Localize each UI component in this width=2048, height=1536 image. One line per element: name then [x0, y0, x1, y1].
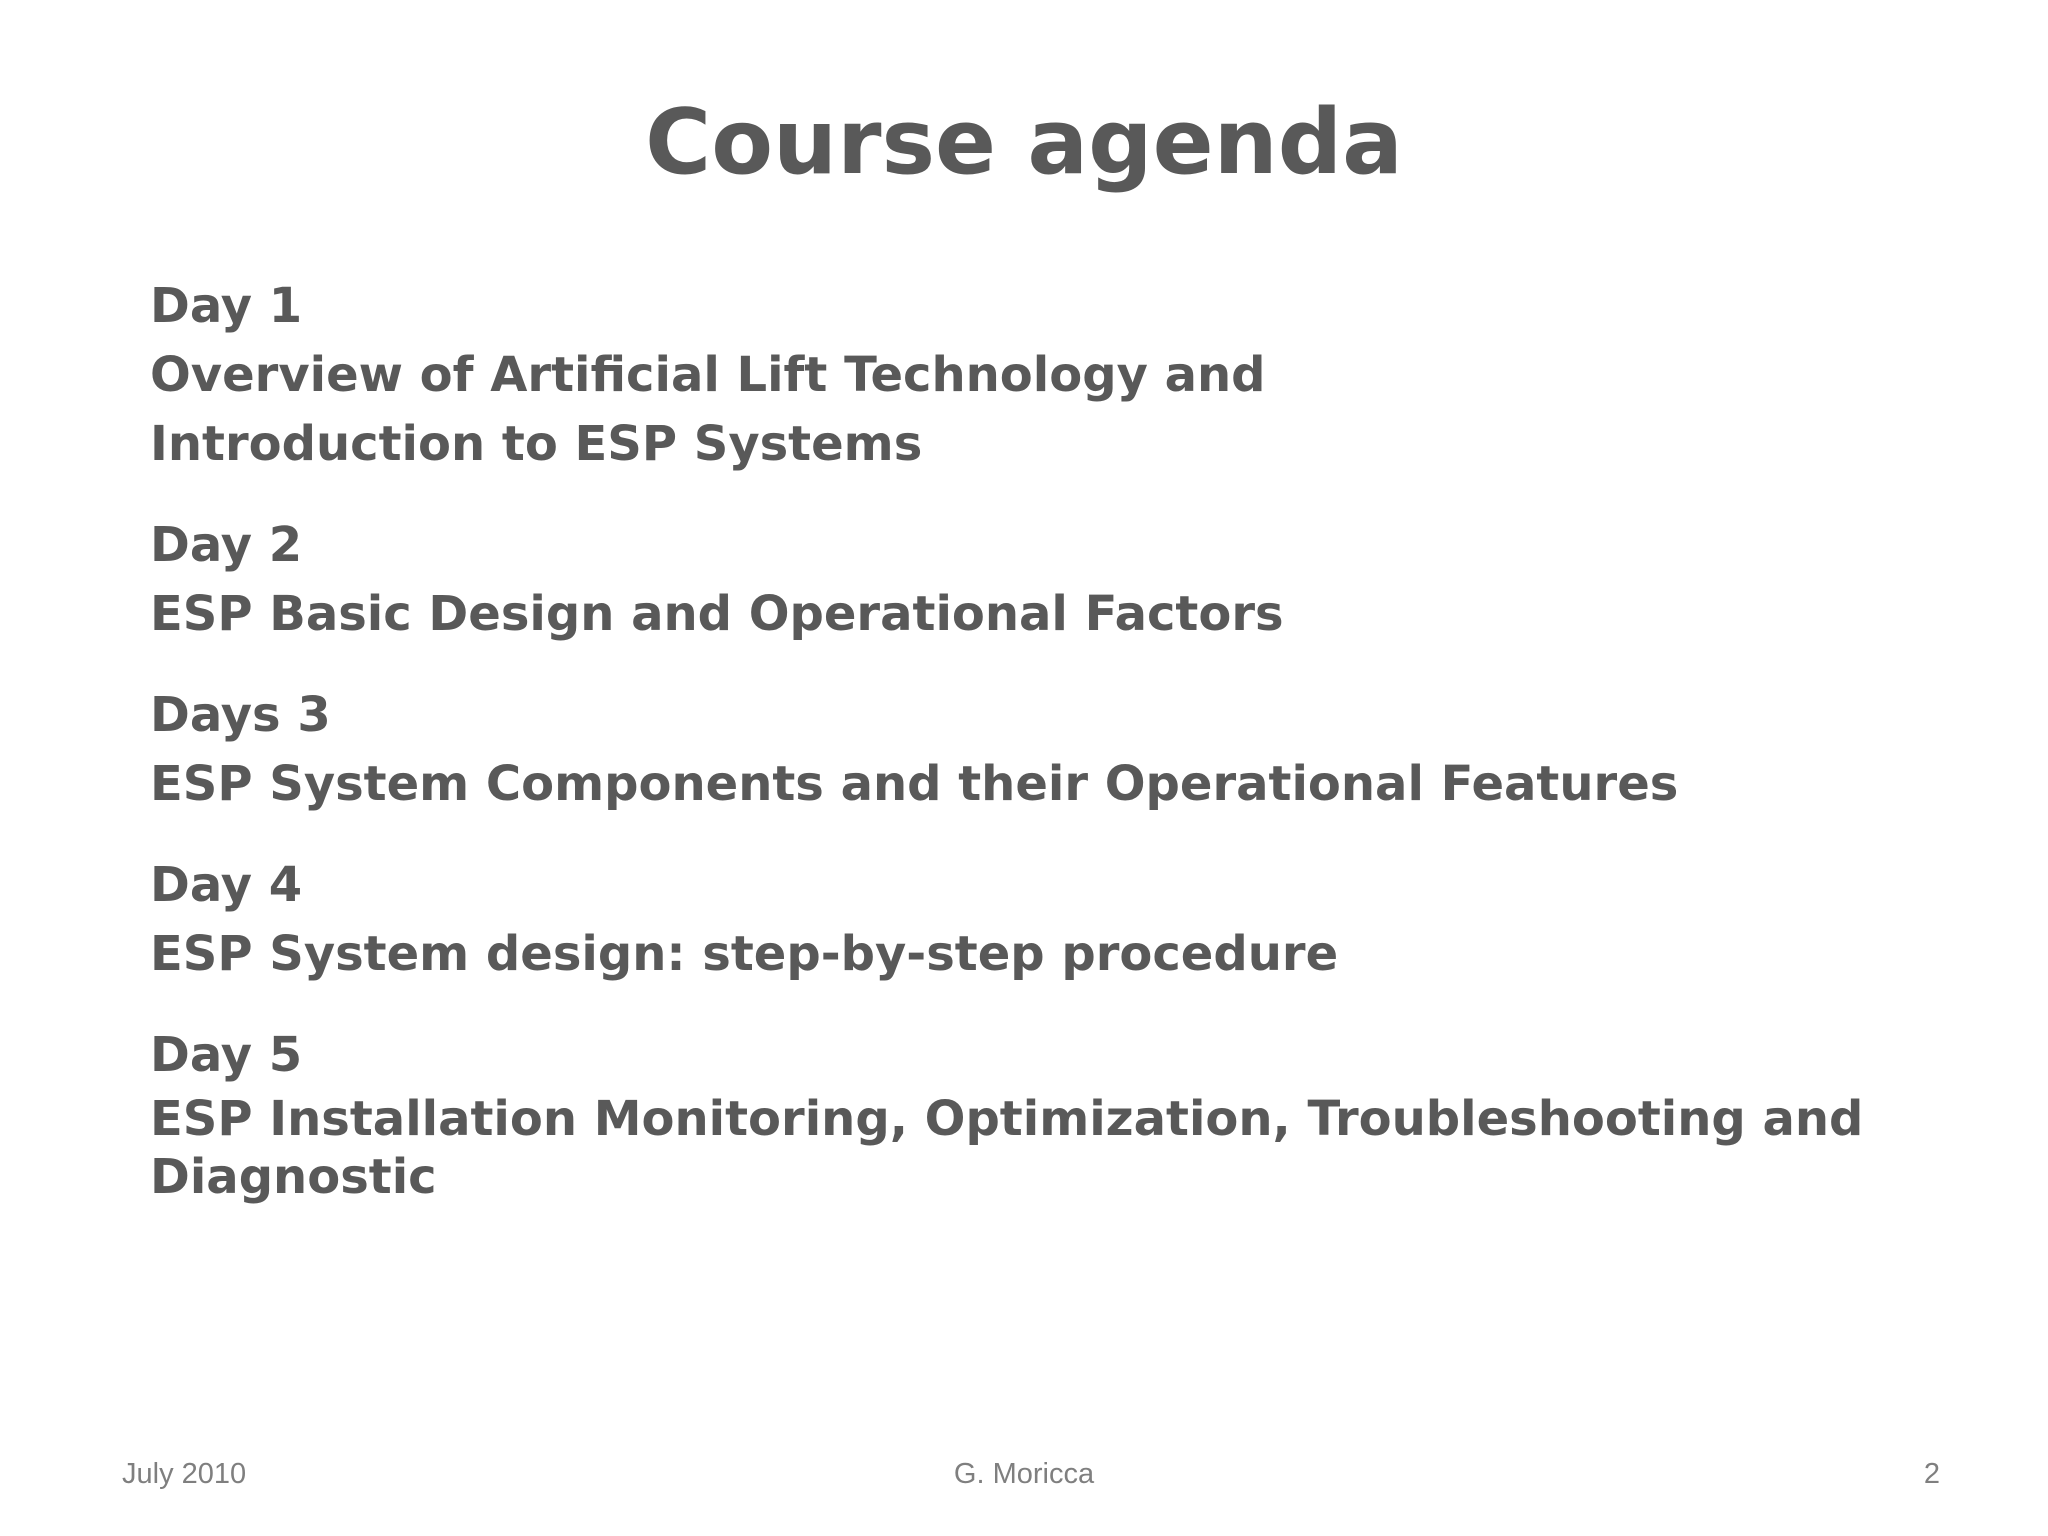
day-label: Day 4: [150, 857, 303, 913]
day-topic-line: ESP System Components and their Operational Features: [150, 756, 1679, 812]
day-label: Day 2: [150, 517, 303, 573]
footer-page-number: 2: [1923, 1458, 1940, 1490]
day-label: Days 3: [150, 687, 331, 743]
agenda-item-day-3: [150, 681, 1950, 819]
day-topic-line: ESP System design: step-by-step procedure: [150, 926, 1339, 982]
day-topic-line: Overview of Artificial Lift Technology and: [150, 347, 1266, 403]
slide-title: Course agenda: [645, 90, 1403, 195]
day-topic-line: ESP Basic Design and Operational Factors: [150, 586, 1284, 642]
agenda-list: [150, 272, 1950, 1238]
day-topic-line: Introduction to ESP Systems: [150, 416, 923, 472]
day-label: Day 5: [150, 1027, 303, 1083]
agenda-item-day-2: [150, 511, 1950, 649]
agenda-item-day-5: [150, 1021, 1950, 1206]
agenda-item-day-1: [150, 272, 1950, 479]
footer-author: G. Moricca: [953, 1458, 1095, 1490]
day-topic-line: ESP Installation Monitoring, Optimization, Troubleshooting and Diagnostic: [150, 1091, 1864, 1205]
footer-date: July 2010: [122, 1458, 247, 1490]
agenda-item-day-4: [150, 851, 1950, 989]
day-label: Day 1: [150, 278, 303, 334]
